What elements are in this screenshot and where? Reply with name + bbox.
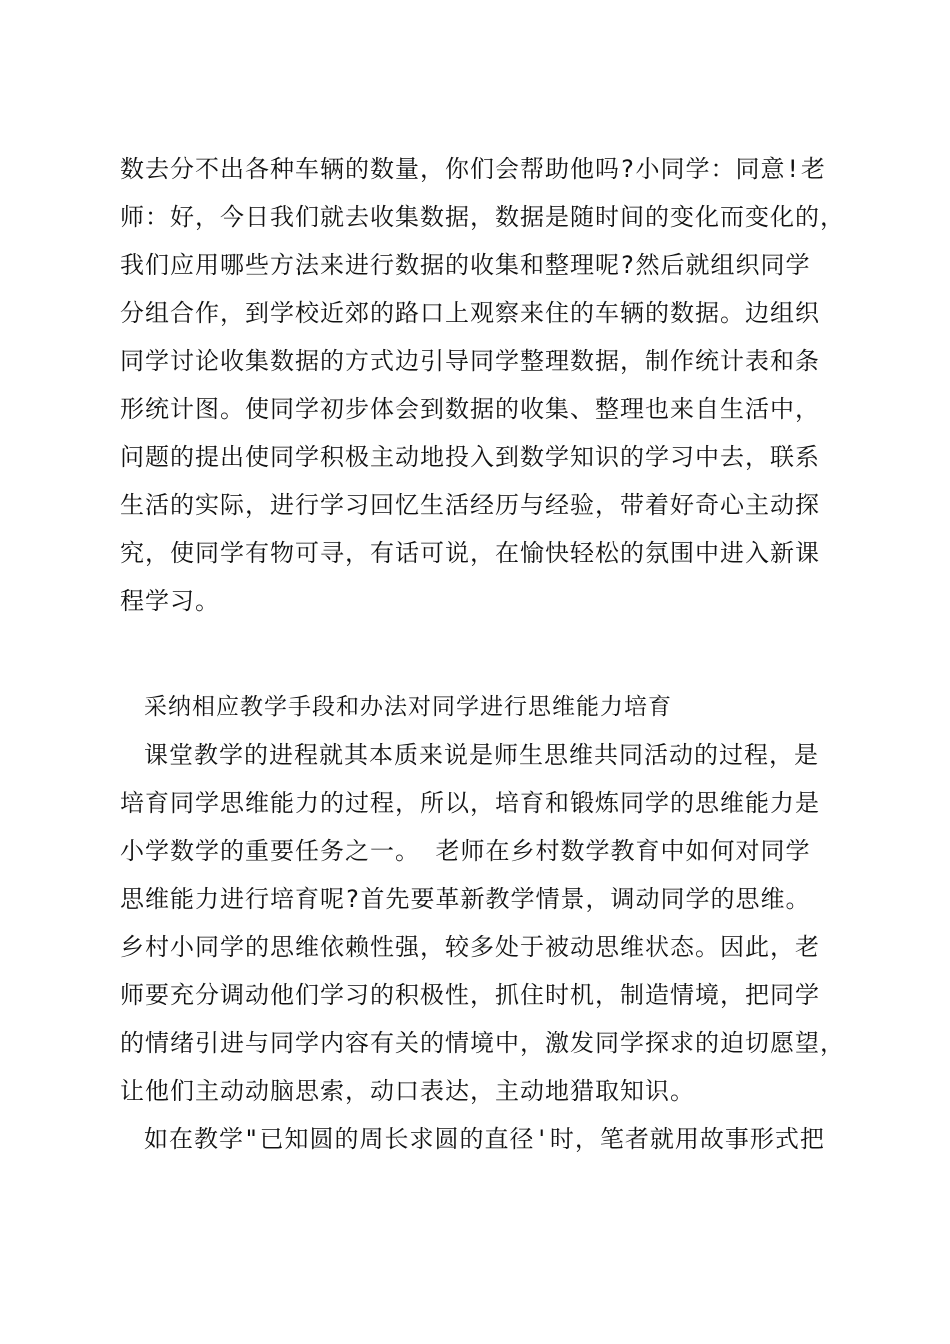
text-line: 的情绪引进与同学内容有关的情境中，激发同学探求的迫切愿望， [120, 1029, 845, 1057]
text-line: 培育同学思维能力的过程，所以，培育和锻炼同学的思维能力是 [120, 789, 820, 817]
text-line: 数去分不出各种车辆的数量，你们会帮助他吗?小同学：同意!老 [120, 155, 826, 183]
text-line: 课堂教学的进程就其本质来说是师生思维共同活动的过程，是 [144, 741, 819, 769]
text-line: 究，使同学有物可寻，有话可说，在愉快轻松的氛围中进入新课 [120, 539, 820, 567]
text-line: 同学讨论收集数据的方式边引导同学整理数据，制作统计表和条 [120, 347, 820, 375]
text-line: 程学习。 [120, 587, 220, 615]
text-line: 师：好，今日我们就去收集数据，数据是随时间的变化而变化的， [120, 203, 845, 231]
text-line: 分组合作，到学校近郊的路口上观察来住的车辆的数据。边组织 [120, 299, 820, 327]
text-line: 生活的实际，进行学习回忆生活经历与经验，带着好奇心主动探 [120, 491, 820, 519]
text-line: 我们应用哪些方法来进行数据的收集和整理呢?然后就组织同学 [120, 251, 811, 279]
text-line: 乡村小同学的思维依赖性强，较多处于被动思维状态。因此，老 [120, 933, 820, 961]
text-line: 形统计图。使同学初步体会到数据的收集、整理也来自生活中， [120, 395, 820, 423]
section-heading: 采纳相应教学手段和办法对同学进行思维能力培育 [144, 694, 672, 720]
text-line: 小学数学的重要任务之一。 老师在乡村数学教育中如何对同学 [120, 837, 811, 865]
text-line: 师要充分调动他们学习的积极性，抓住时机，制造情境，把同学 [120, 981, 820, 1009]
text-line: 思维能力进行培育呢?首先要革新教学情景，调动同学的思维。 [120, 885, 811, 913]
text-line: 如在教学"已知圆的周长求圆的直径'时，笔者就用故事形式把 [144, 1125, 825, 1153]
text-line: 问题的提出使同学积极主动地投入到数学知识的学习中去，联系 [120, 443, 820, 471]
text-line: 让他们主动动脑思索，动口表达，主动地猎取知识。 [120, 1077, 695, 1105]
